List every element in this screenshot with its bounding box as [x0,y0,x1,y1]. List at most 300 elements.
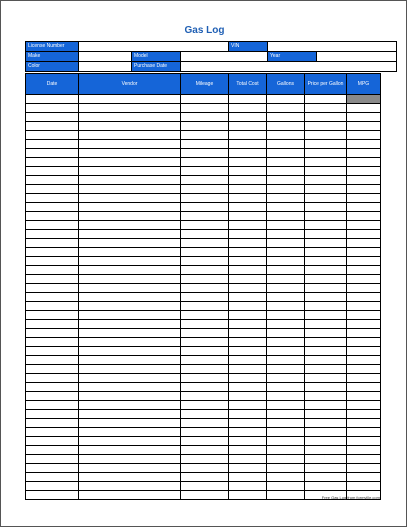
log-cell[interactable] [79,410,181,419]
log-cell[interactable] [347,203,381,212]
log-cell[interactable] [229,338,267,347]
log-cell[interactable] [347,257,381,266]
log-cell[interactable] [181,338,229,347]
log-cell[interactable] [181,212,229,221]
log-cell[interactable] [267,365,305,374]
log-cell[interactable] [347,437,381,446]
log-cell[interactable] [267,113,305,122]
log-cell[interactable] [26,437,79,446]
log-cell[interactable] [229,329,267,338]
log-cell[interactable] [181,122,229,131]
log-cell[interactable] [79,482,181,491]
log-cell[interactable] [181,203,229,212]
log-cell[interactable] [229,194,267,203]
log-cell[interactable] [229,446,267,455]
log-cell[interactable] [347,338,381,347]
log-cell[interactable] [267,320,305,329]
log-cell[interactable] [229,455,267,464]
log-cell[interactable] [26,95,79,104]
log-cell[interactable] [347,446,381,455]
log-cell[interactable] [267,158,305,167]
log-cell[interactable] [26,464,79,473]
log-cell[interactable] [26,365,79,374]
log-cell[interactable] [305,185,347,194]
log-cell[interactable] [181,275,229,284]
log-cell[interactable] [267,446,305,455]
log-cell[interactable] [26,455,79,464]
log-cell[interactable] [79,131,181,140]
log-cell[interactable] [267,374,305,383]
log-cell[interactable] [305,482,347,491]
log-cell[interactable] [267,266,305,275]
log-cell[interactable] [347,347,381,356]
log-cell[interactable] [305,239,347,248]
make-field[interactable] [79,52,132,62]
log-cell[interactable] [229,275,267,284]
log-cell[interactable] [181,149,229,158]
log-cell[interactable] [79,446,181,455]
log-cell[interactable] [229,212,267,221]
log-cell[interactable] [347,185,381,194]
log-cell[interactable] [181,419,229,428]
log-cell[interactable] [305,293,347,302]
log-cell[interactable] [26,131,79,140]
log-cell[interactable] [181,401,229,410]
log-cell[interactable] [181,104,229,113]
log-cell[interactable] [305,203,347,212]
log-cell[interactable] [26,329,79,338]
log-cell[interactable] [229,356,267,365]
log-cell[interactable] [181,455,229,464]
log-cell[interactable] [79,365,181,374]
log-cell[interactable] [305,122,347,131]
log-cell[interactable] [26,356,79,365]
log-cell[interactable] [305,329,347,338]
log-cell[interactable] [267,140,305,149]
log-cell[interactable] [229,185,267,194]
log-cell[interactable] [26,419,79,428]
log-cell[interactable] [267,473,305,482]
log-cell[interactable] [181,383,229,392]
log-cell[interactable] [26,113,79,122]
log-cell[interactable] [229,122,267,131]
log-cell[interactable] [267,131,305,140]
log-cell[interactable] [26,482,79,491]
log-cell[interactable] [267,302,305,311]
log-cell[interactable] [181,482,229,491]
log-cell[interactable] [79,473,181,482]
log-cell[interactable] [79,401,181,410]
log-cell[interactable] [26,122,79,131]
log-cell[interactable] [305,131,347,140]
log-cell[interactable] [267,419,305,428]
log-cell[interactable] [267,176,305,185]
log-cell[interactable] [305,149,347,158]
log-cell[interactable] [79,194,181,203]
log-cell[interactable] [347,464,381,473]
log-cell[interactable] [26,446,79,455]
log-cell[interactable] [26,140,79,149]
log-cell[interactable] [79,275,181,284]
log-cell[interactable] [305,320,347,329]
log-cell[interactable] [305,302,347,311]
log-cell[interactable] [79,491,181,500]
log-cell[interactable] [79,329,181,338]
log-cell[interactable] [181,185,229,194]
log-cell[interactable] [181,302,229,311]
color-field[interactable] [79,62,132,72]
log-cell[interactable] [26,491,79,500]
log-cell[interactable] [229,95,267,104]
log-cell[interactable] [26,302,79,311]
log-cell[interactable] [347,329,381,338]
log-cell[interactable] [181,230,229,239]
log-cell[interactable] [181,410,229,419]
log-cell[interactable] [26,473,79,482]
log-cell[interactable] [79,149,181,158]
log-cell[interactable] [305,275,347,284]
log-cell[interactable] [26,212,79,221]
log-cell[interactable] [79,392,181,401]
log-cell[interactable] [79,338,181,347]
log-cell[interactable] [26,338,79,347]
log-cell[interactable] [305,374,347,383]
log-cell[interactable] [267,122,305,131]
log-cell[interactable] [26,293,79,302]
log-cell[interactable] [229,203,267,212]
log-cell[interactable] [26,257,79,266]
log-cell[interactable] [26,248,79,257]
log-cell[interactable] [347,194,381,203]
log-cell[interactable] [26,320,79,329]
log-cell[interactable] [229,167,267,176]
log-cell[interactable] [181,311,229,320]
log-cell[interactable] [181,392,229,401]
log-cell[interactable] [79,464,181,473]
log-cell[interactable] [181,347,229,356]
log-cell[interactable] [181,473,229,482]
log-cell[interactable] [267,347,305,356]
log-cell[interactable] [347,383,381,392]
purchase-date-field[interactable] [181,62,397,72]
log-cell[interactable] [181,320,229,329]
log-cell[interactable] [347,149,381,158]
log-cell[interactable] [267,104,305,113]
log-cell[interactable] [181,491,229,500]
log-cell[interactable] [181,329,229,338]
log-cell[interactable] [267,401,305,410]
log-cell[interactable] [26,428,79,437]
log-cell[interactable] [347,365,381,374]
log-cell[interactable] [229,482,267,491]
log-cell[interactable] [79,212,181,221]
log-cell[interactable] [267,194,305,203]
log-cell[interactable] [79,266,181,275]
log-cell[interactable] [267,293,305,302]
log-cell[interactable] [79,320,181,329]
log-cell[interactable] [181,131,229,140]
log-cell[interactable] [229,131,267,140]
log-cell[interactable] [229,293,267,302]
log-cell[interactable] [26,401,79,410]
log-cell[interactable] [305,257,347,266]
year-field[interactable] [317,52,397,62]
log-cell[interactable] [347,239,381,248]
log-cell[interactable] [229,392,267,401]
log-cell[interactable] [347,113,381,122]
log-cell[interactable] [79,203,181,212]
model-field[interactable] [181,52,268,62]
log-cell[interactable] [181,293,229,302]
log-cell[interactable] [26,311,79,320]
log-cell[interactable] [305,311,347,320]
log-cell[interactable] [267,329,305,338]
log-cell[interactable] [267,95,305,104]
log-cell[interactable] [229,464,267,473]
log-cell[interactable] [79,158,181,167]
log-cell[interactable] [347,392,381,401]
log-cell[interactable] [26,176,79,185]
log-cell[interactable] [305,248,347,257]
log-cell[interactable] [79,104,181,113]
log-cell[interactable] [26,347,79,356]
log-cell[interactable] [26,185,79,194]
log-cell[interactable] [305,230,347,239]
log-cell[interactable] [347,122,381,131]
log-cell[interactable] [26,410,79,419]
log-cell[interactable] [229,410,267,419]
log-cell[interactable] [305,446,347,455]
log-cell[interactable] [347,275,381,284]
log-cell[interactable] [305,392,347,401]
log-cell[interactable] [267,437,305,446]
log-cell[interactable] [26,221,79,230]
log-cell[interactable] [181,140,229,149]
log-cell[interactable] [79,428,181,437]
log-cell[interactable] [305,455,347,464]
log-cell[interactable] [267,248,305,257]
log-cell[interactable] [305,212,347,221]
log-cell[interactable] [305,437,347,446]
log-cell[interactable] [267,392,305,401]
log-cell[interactable] [267,410,305,419]
log-cell[interactable] [181,365,229,374]
log-cell[interactable] [79,455,181,464]
log-cell[interactable] [26,104,79,113]
log-cell[interactable] [267,212,305,221]
log-cell[interactable] [229,383,267,392]
log-cell[interactable] [229,113,267,122]
log-cell[interactable] [305,158,347,167]
log-cell[interactable] [229,239,267,248]
log-cell[interactable] [347,140,381,149]
log-cell[interactable] [347,284,381,293]
log-cell[interactable] [79,239,181,248]
log-cell[interactable] [79,356,181,365]
log-cell[interactable] [305,464,347,473]
log-cell[interactable] [347,167,381,176]
log-cell[interactable] [79,140,181,149]
log-cell[interactable] [267,257,305,266]
log-cell[interactable] [305,266,347,275]
log-cell[interactable] [181,356,229,365]
log-cell[interactable] [181,428,229,437]
log-cell[interactable] [347,302,381,311]
log-cell[interactable] [229,347,267,356]
log-cell[interactable] [229,320,267,329]
log-cell[interactable] [305,419,347,428]
log-cell[interactable] [347,455,381,464]
log-cell[interactable] [181,167,229,176]
log-cell[interactable] [79,311,181,320]
log-cell[interactable] [267,275,305,284]
log-cell[interactable] [347,482,381,491]
log-cell[interactable] [267,455,305,464]
log-cell[interactable] [26,167,79,176]
log-cell[interactable] [347,95,381,104]
log-cell[interactable] [79,221,181,230]
log-cell[interactable] [305,140,347,149]
log-cell[interactable] [305,365,347,374]
log-cell[interactable] [79,230,181,239]
log-cell[interactable] [181,257,229,266]
log-cell[interactable] [26,203,79,212]
log-cell[interactable] [229,284,267,293]
log-cell[interactable] [26,158,79,167]
log-cell[interactable] [347,131,381,140]
log-cell[interactable] [267,428,305,437]
log-cell[interactable] [79,257,181,266]
log-cell[interactable] [347,419,381,428]
log-cell[interactable] [26,230,79,239]
log-cell[interactable] [26,383,79,392]
log-cell[interactable] [305,383,347,392]
log-cell[interactable] [79,293,181,302]
log-cell[interactable] [347,221,381,230]
log-cell[interactable] [229,491,267,500]
log-cell[interactable] [229,401,267,410]
log-cell[interactable] [229,158,267,167]
log-cell[interactable] [305,338,347,347]
log-cell[interactable] [267,284,305,293]
log-cell[interactable] [305,401,347,410]
log-cell[interactable] [267,356,305,365]
log-cell[interactable] [181,176,229,185]
log-cell[interactable] [79,284,181,293]
log-cell[interactable] [79,122,181,131]
log-cell[interactable] [79,176,181,185]
log-cell[interactable] [305,284,347,293]
log-cell[interactable] [347,104,381,113]
log-cell[interactable] [181,194,229,203]
log-cell[interactable] [79,374,181,383]
log-cell[interactable] [347,176,381,185]
log-cell[interactable] [305,167,347,176]
log-cell[interactable] [79,95,181,104]
log-cell[interactable] [181,437,229,446]
log-cell[interactable] [267,230,305,239]
log-cell[interactable] [229,230,267,239]
log-cell[interactable] [347,428,381,437]
log-cell[interactable] [347,158,381,167]
log-cell[interactable] [229,365,267,374]
log-cell[interactable] [79,167,181,176]
log-cell[interactable] [267,149,305,158]
log-cell[interactable] [79,185,181,194]
log-cell[interactable] [229,257,267,266]
log-cell[interactable] [267,383,305,392]
log-cell[interactable] [26,194,79,203]
log-cell[interactable] [347,356,381,365]
log-cell[interactable] [347,401,381,410]
log-cell[interactable] [229,266,267,275]
log-cell[interactable] [267,464,305,473]
license-number-field[interactable] [79,42,229,52]
log-cell[interactable] [229,428,267,437]
log-cell[interactable] [229,374,267,383]
log-cell[interactable] [347,311,381,320]
log-cell[interactable] [347,266,381,275]
log-cell[interactable] [267,482,305,491]
log-cell[interactable] [181,95,229,104]
log-cell[interactable] [347,293,381,302]
log-cell[interactable] [181,374,229,383]
log-cell[interactable] [267,338,305,347]
log-cell[interactable] [305,95,347,104]
log-cell[interactable] [267,221,305,230]
log-cell[interactable] [26,284,79,293]
log-cell[interactable] [347,230,381,239]
log-cell[interactable] [26,275,79,284]
log-cell[interactable] [181,158,229,167]
log-cell[interactable] [305,410,347,419]
log-cell[interactable] [267,491,305,500]
log-cell[interactable] [181,239,229,248]
log-cell[interactable] [347,212,381,221]
log-cell[interactable] [181,266,229,275]
log-cell[interactable] [229,419,267,428]
log-cell[interactable] [181,446,229,455]
log-cell[interactable] [79,113,181,122]
log-cell[interactable] [267,167,305,176]
log-cell[interactable] [229,149,267,158]
log-cell[interactable] [26,374,79,383]
log-cell[interactable] [229,104,267,113]
log-cell[interactable] [347,248,381,257]
log-cell[interactable] [79,383,181,392]
log-cell[interactable] [305,104,347,113]
log-cell[interactable] [79,347,181,356]
log-cell[interactable] [26,239,79,248]
log-cell[interactable] [267,239,305,248]
log-cell[interactable] [181,248,229,257]
log-cell[interactable] [26,149,79,158]
log-cell[interactable] [79,437,181,446]
log-cell[interactable] [305,176,347,185]
log-cell[interactable] [79,302,181,311]
log-cell[interactable] [229,140,267,149]
log-cell[interactable] [229,176,267,185]
log-cell[interactable] [305,113,347,122]
log-cell[interactable] [267,203,305,212]
log-cell[interactable] [181,113,229,122]
log-cell[interactable] [26,266,79,275]
log-cell[interactable] [26,392,79,401]
log-cell[interactable] [181,464,229,473]
log-cell[interactable] [347,374,381,383]
log-cell[interactable] [347,410,381,419]
log-cell[interactable] [305,473,347,482]
